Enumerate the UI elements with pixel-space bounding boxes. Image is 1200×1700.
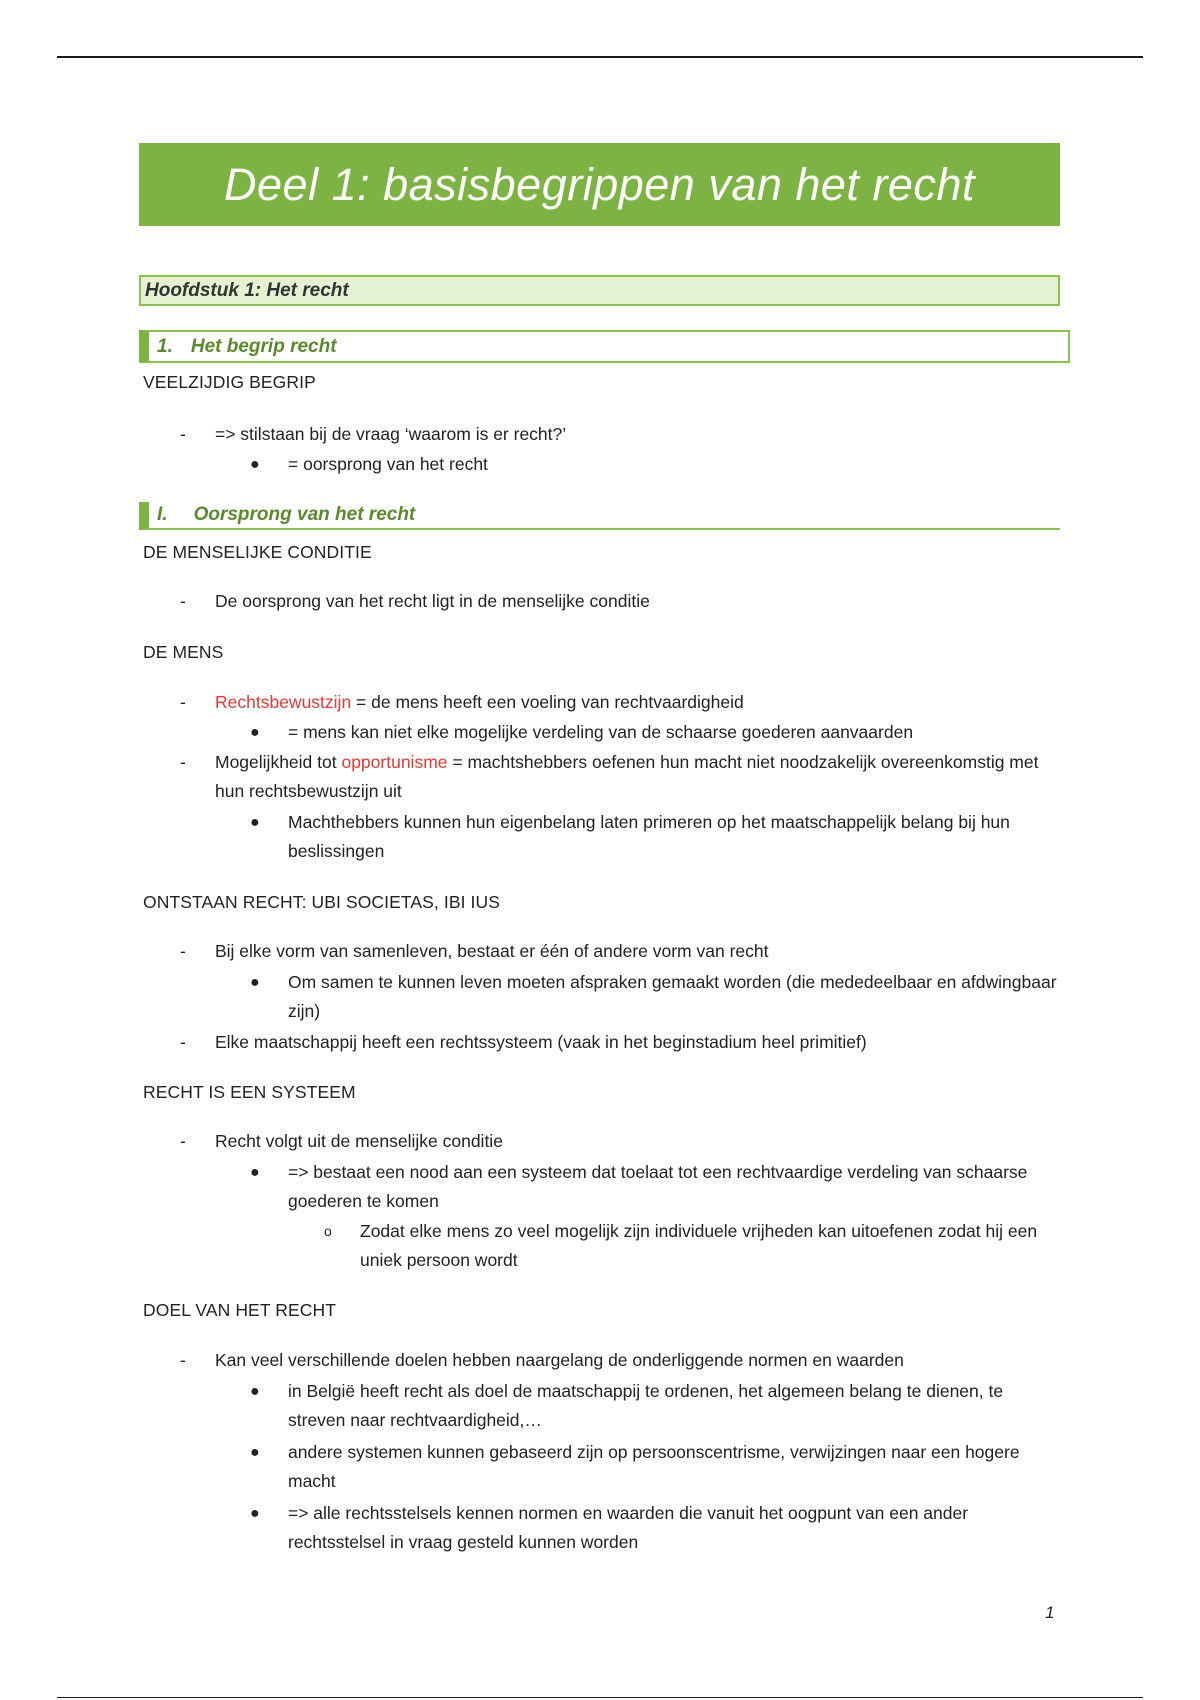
list-item bbox=[250, 1377, 1058, 1435]
bullet-marker: ● bbox=[250, 814, 260, 831]
term-opportunisme: opportunisme bbox=[341, 752, 448, 772]
dash-marker: - bbox=[180, 1131, 186, 1151]
list-item-text: andere systemen kunnen gebaseerd zijn op persoonscentrisme, verwijzingen naar een hogere macht bbox=[288, 1442, 1020, 1491]
dash-marker: - bbox=[180, 424, 186, 444]
list-item-text: Zodat elke mens zo veel mogelijk zijn individuele vrijheden kan uitoefenen zodat hij een uniek persoon wordt bbox=[360, 1221, 1038, 1270]
list-item-text: Kan veel verschillende doelen hebben naargelang de onderliggende normen en waarden bbox=[215, 1350, 904, 1370]
list-item bbox=[180, 1127, 1055, 1156]
term-rechtsbewustzijn: Rechtsbewustzijn bbox=[215, 692, 352, 712]
list-item-text: = mens kan niet elke mogelijke verdeling van de schaarse goederen aanvaarden bbox=[288, 722, 914, 742]
title-banner bbox=[139, 143, 1060, 226]
subsection-heading bbox=[139, 502, 1060, 530]
list-item bbox=[250, 450, 1058, 479]
list-item-text: Elke maatschappij heeft een rechtssysteem (vaak in het beginstadium heel primitief) bbox=[215, 1032, 867, 1052]
list-item bbox=[250, 1158, 1058, 1216]
list-item-text: = de mens heeft een voeling van rechtvaardigheid bbox=[351, 692, 744, 712]
section-title: Het begrip recht bbox=[190, 335, 337, 357]
heading-veelzijdig-begrip: VEELZIJDIG BEGRIP bbox=[143, 372, 316, 392]
list-item-text: => stilstaan bij de vraag ‘waarom is er recht?’ bbox=[215, 424, 567, 444]
list-item-text: => bestaat een nood aan een systeem dat toelaat tot een rechtvaardige verdeling van schaarse goederen te komen bbox=[288, 1162, 1028, 1211]
list-item-text: Recht volgt uit de menselijke conditie bbox=[215, 1131, 503, 1151]
dash-marker: - bbox=[180, 1032, 186, 1052]
list-item bbox=[250, 718, 1058, 747]
list-item-text: Bij elke vorm van samenleven, bestaat er één of andere vorm van recht bbox=[215, 941, 769, 961]
list-item-text: Machthebbers kunnen hun eigenbelang laten primeren op het maatschappelijk belang bij hun beslissingen bbox=[288, 812, 1010, 861]
list-item bbox=[324, 1217, 1060, 1275]
bullet-marker: ● bbox=[250, 724, 260, 741]
list-item bbox=[250, 808, 1058, 866]
dash-marker: - bbox=[180, 692, 186, 712]
bullet-marker: ● bbox=[250, 1383, 260, 1400]
chapter-title: Hoofdstuk 1: Het recht bbox=[145, 279, 349, 301]
list-item bbox=[180, 748, 1055, 806]
list-item bbox=[180, 1028, 1055, 1057]
subsection-number: I. bbox=[157, 504, 168, 525]
list-item bbox=[250, 968, 1058, 1026]
section-heading bbox=[139, 330, 1070, 363]
list-item bbox=[180, 1346, 1055, 1375]
heading-menselijke-conditie: DE MENSELIJKE CONDITIE bbox=[143, 542, 372, 562]
dash-marker: - bbox=[180, 941, 186, 961]
list-item bbox=[250, 1499, 1058, 1557]
list-item-text: => alle rechtsstelsels kennen normen en waarden die vanuit het oogpunt van een ander rechtsstelsel in vraag gesteld kunnen worden bbox=[288, 1503, 969, 1552]
heading-doel-van-het-recht: DOEL VAN HET RECHT bbox=[143, 1300, 337, 1320]
header-rule bbox=[57, 56, 1143, 58]
list-item-text: = oorsprong van het recht bbox=[288, 454, 488, 474]
list-item bbox=[180, 420, 1055, 449]
heading-ontstaan-recht: ONTSTAAN RECHT: UBI SOCIETAS, IBI IUS bbox=[143, 892, 500, 912]
section-number: 1. bbox=[157, 335, 173, 357]
subsection-title: Oorsprong van het recht bbox=[193, 504, 416, 525]
list-item bbox=[180, 688, 1055, 717]
bullet-marker: ● bbox=[250, 974, 260, 991]
list-item bbox=[180, 937, 1055, 966]
list-item-text: in België heeft recht als doel de maatschappij te ordenen, het algemeen belang te dienen, te streven naar rechtvaardigheid,… bbox=[288, 1381, 1004, 1430]
bullet-marker: ● bbox=[250, 1444, 260, 1461]
bullet-marker: ● bbox=[250, 456, 260, 473]
list-item-text: De oorsprong van het recht ligt in de menselijke conditie bbox=[215, 591, 650, 611]
circle-marker: o bbox=[324, 1223, 332, 1239]
list-item-text: = machtshebbers oefenen hun macht niet noodzakelijk overeenkomstig met hun rechtsbewustzijn uit bbox=[215, 752, 1039, 801]
document-title: Deel 1: basisbegrippen van het recht bbox=[224, 158, 975, 210]
list-item-text: Om samen te kunnen leven moeten afspraken gemaakt worden (die mededeelbaar en afdwingbaar zijn) bbox=[288, 972, 1057, 1021]
dash-marker: - bbox=[180, 1350, 186, 1370]
list-item bbox=[180, 587, 1055, 616]
heading-recht-is-een-systeem: RECHT IS EEN SYSTEEM bbox=[143, 1082, 356, 1102]
heading-de-mens: DE MENS bbox=[143, 642, 224, 662]
page-number: 1 bbox=[1045, 1603, 1055, 1622]
list-item-text: Mogelijkheid tot bbox=[215, 752, 342, 772]
bullet-marker: ● bbox=[250, 1164, 260, 1181]
dash-marker: - bbox=[180, 591, 186, 611]
dash-marker: - bbox=[180, 752, 186, 772]
bullet-marker: ● bbox=[250, 1505, 260, 1522]
chapter-heading bbox=[139, 275, 1060, 306]
footer-rule bbox=[57, 1697, 1143, 1698]
list-item bbox=[250, 1438, 1058, 1496]
